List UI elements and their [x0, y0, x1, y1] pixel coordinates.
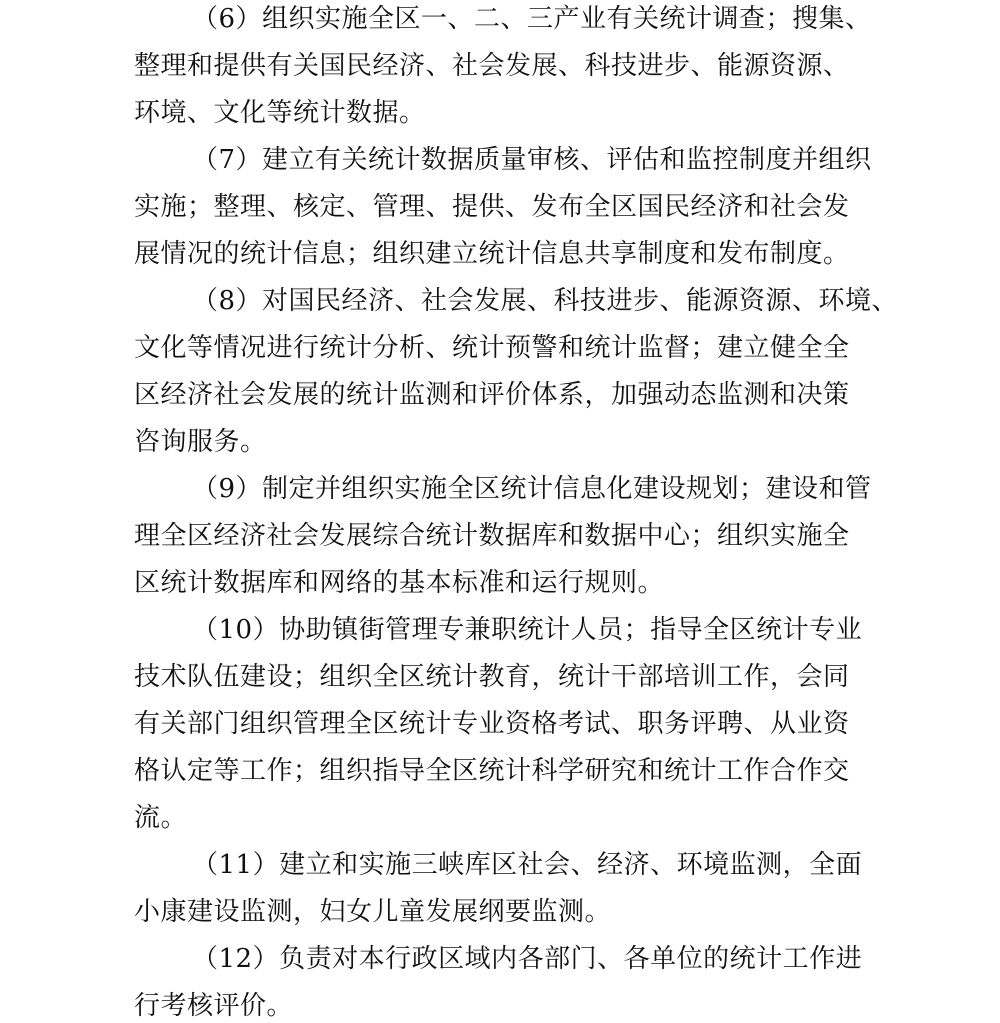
paragraph-10-line-3: 有关部门组织管理全区统计专业资格考试、职务评聘、从业资	[134, 709, 850, 739]
paragraph-9-line-3: 区统计数据库和网络的基本标准和运行规则。	[134, 568, 665, 598]
paragraph-10-line-1: （10）协助镇街管理专兼职统计人员；指导全区统计专业	[192, 615, 863, 645]
paragraph-11-line-2: 小康建设监测，妇女儿童发展纲要监测。	[134, 897, 612, 927]
paragraph-6-line-2: 整理和提供有关国民经济、社会发展、科技进步、能源资源、	[134, 51, 850, 81]
paragraph-6-line-3: 环境、文化等统计数据。	[134, 98, 426, 128]
paragraph-11-line-1: （11）建立和实施三峡库区社会、经济、环境监测，全面	[192, 850, 863, 880]
paragraph-7-line-1: （7）建立有关统计数据质量审核、评估和监控制度并组织	[192, 145, 872, 175]
paragraph-10-line-4: 格认定等工作；组织指导全区统计科学研究和统计工作合作交	[134, 756, 850, 786]
paragraph-9-line-2: 理全区经济社会发展综合统计数据库和数据中心；组织实施全	[134, 521, 850, 551]
paragraph-12-line-2: 行考核评价。	[134, 991, 294, 1021]
paragraph-7-line-3: 展情况的统计信息；组织建立统计信息共享制度和发布制度。	[134, 239, 850, 269]
paragraph-8-line-4: 咨询服务。	[134, 427, 267, 457]
paragraph-12-line-1: （12）负责对本行政区域内各部门、各单位的统计工作进	[192, 944, 863, 974]
paragraph-9-line-1: （9）制定并组织实施全区统计信息化建设规划；建设和管	[192, 474, 872, 504]
paragraph-6-line-1: （6）组织实施全区一、二、三产业有关统计调查；搜集、	[192, 4, 872, 34]
paragraph-7-line-2: 实施；整理、核定、管理、提供、发布全区国民经济和社会发	[134, 192, 850, 222]
paragraph-10-line-2: 技术队伍建设；组织全区统计教育，统计干部培训工作，会同	[134, 662, 850, 692]
paragraph-8-line-2: 文化等情况进行统计分析、统计预警和统计监督；建立健全全	[134, 333, 850, 363]
paragraph-10-line-5: 流。	[134, 803, 188, 833]
paragraph-8-line-3: 区经济社会发展的统计监测和评价体系，加强动态监测和决策	[134, 380, 850, 410]
paragraph-8-line-1: （8）对国民经济、社会发展、科技进步、能源资源、环境、	[192, 286, 899, 316]
